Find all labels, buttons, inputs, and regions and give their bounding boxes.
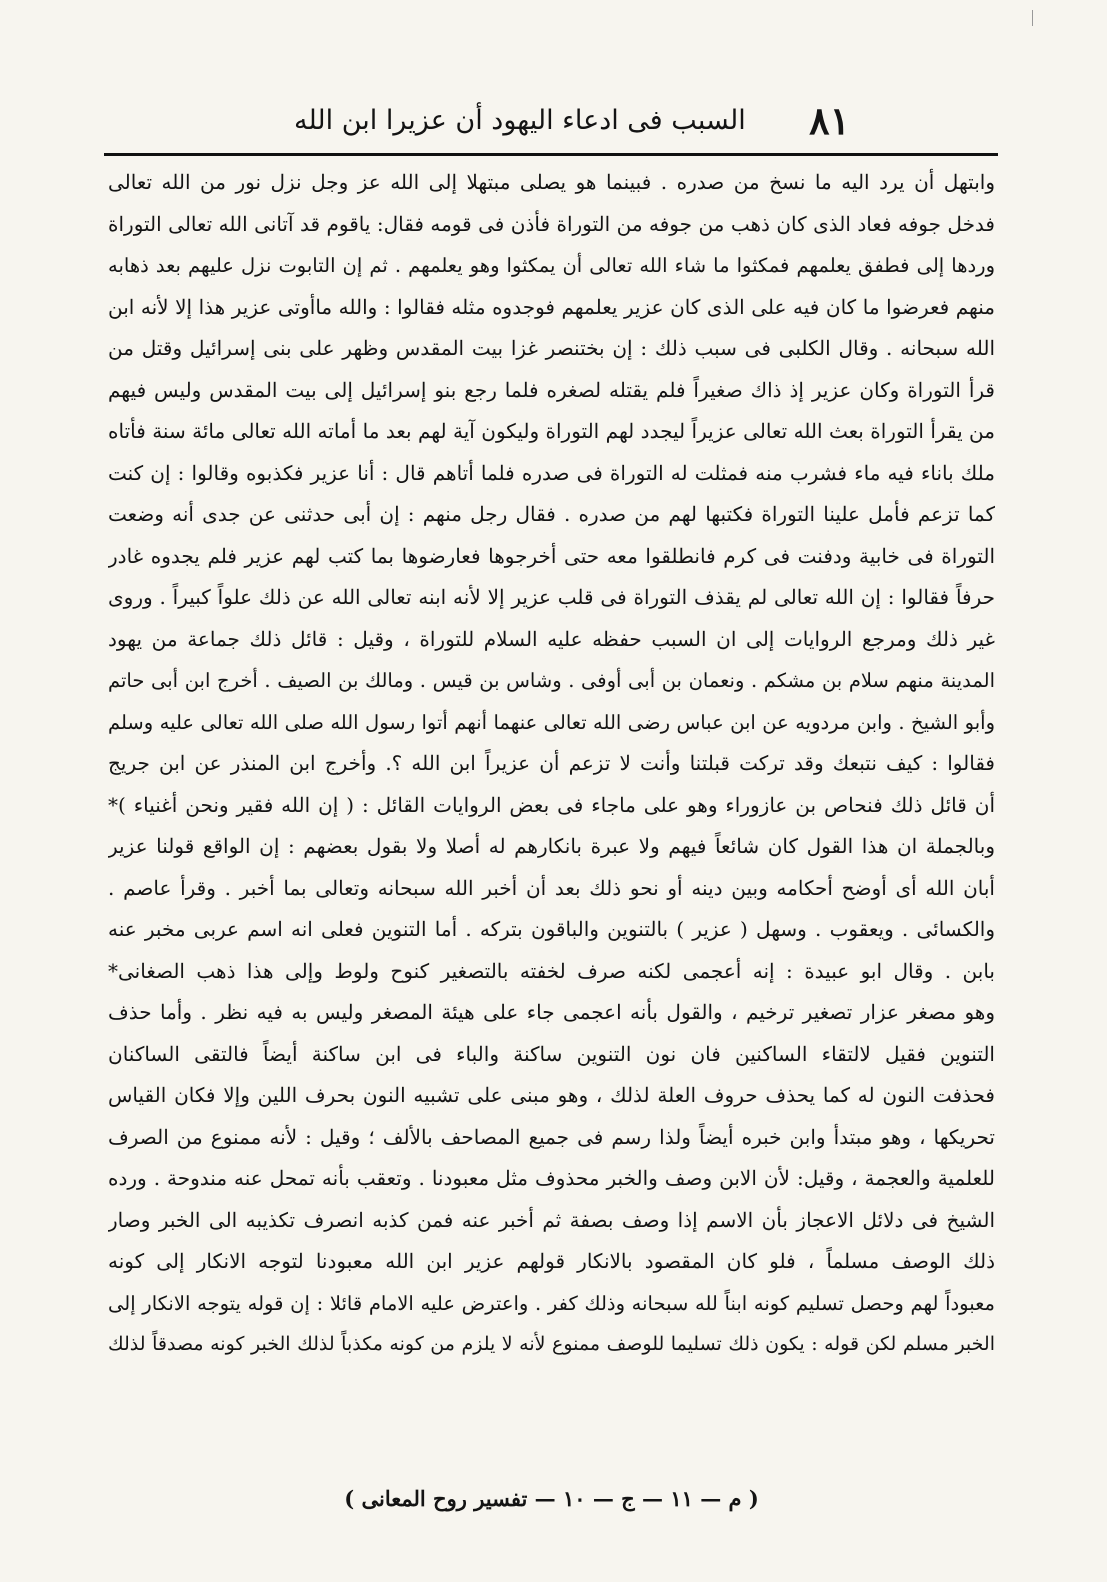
text-line: وابتهل أن يرد اليه ما نسخ من صدره . فبينما هو يصلى مبتهلا إلى الله عز وجل نزل نور من الله تعالى [108,170,995,194]
text-line: المدينة منهم سلام بن مشكم . ونعمان بن أبى أوفى . وشاس بن قيس . ومالك بن الصيف . أخرج ابن أبى حاتم [108,669,995,692]
page-footer: ( م — ١١ — ج — ١٠ — تفسير روح المعانى ) [344,1486,759,1511]
text-line: الله سبحانه . وقال الكلبى فى سبب ذلك : إن بختنصر غزا بيت المقدس وظهر على بنى إسرائيل وقتل من [108,336,995,360]
text-line: التنوين فقيل لالتقاء الساكنين فان نون التنوين ساكنة والباء فى ابن ساكنة أيضاً فالتقى الساكنان [108,1041,995,1066]
text-line: ذلك الوصف مسلماً ، فلو كان المقصود بالانكار قولهم عزير ابن الله معبودنا لتوجه الانكار إلى كونه [108,1249,995,1273]
running-title: السبب فى ادعاء اليهود أن عزيرا ابن الله [294,104,746,136]
page-header [108,92,998,148]
text-line: كما تزعم فأمل علينا التوراة فكتبها لهم من صدره . فقال رجل منهم : إن أبى حدثنى عن جدى أنه وضعت [108,502,995,526]
text-line: غير ذلك ومرجع الروايات إلى ان السبب حفظه عليه السلام للتوراة ، وقيل : قائل ذلك جماعة من يهود [108,626,995,651]
text-line: منهم فعرضوا ما كان فيه على الذى كان عزير يعلمهم فوجدوه مثله فقالوا : والله ماأوتى عزير هذا إلا لأنه ابن [108,294,995,319]
text-line: للعلمية والعجمة ، وقيل: لأن الابن وصف والخبر محذوف مثل معبودنا . وتعقب بأنه تمحل عنه مندوحة . ورده [108,1166,995,1190]
text-line: فدخل جوفه فعاد الذى كان ذهب من جوفه من التوراة فأذن فى قومه فقال: ياقوم قد آتانى الله تعالى التوراة [108,211,995,236]
text-line: فقالوا : كيف نتبعك وقد تركت قبلتنا وأنت لا تزعم أن عزيراً ابن الله ؟. وأخرج ابن المنذر عن ابن جريج [108,751,995,775]
page-number: ٨١ [809,97,850,143]
text-line: تحريكها ، وهو مبتدأ وابن خبره أيضاً ولذا رسم فى جميع المصاحف بالألف ؛ وقيل : لأنه ممنوع من الصرف [108,1124,995,1149]
text-line: ملك باناء فيه ماء فشرب منه فمثلت له التوراة فى صدره فلما أتاهم قال : أنا عزير فكذبوه وقالوا : إن كنت [108,460,995,485]
text-line: وهو مصغر عزار تصغير ترخيم ، والقول بأنه اعجمى جاء على هيئة المصغر وليس به فيه نظر . وأما حذف [108,1000,995,1024]
text-line: أبان الله أى أوضح أحكامه وبين دينه أو نحو ذلك بعد أن أخبر الله سبحانه وتعالى بما أخبر . وقرأ عاصم . [108,875,995,900]
text-line: أن قائل ذلك فنحاص بن عازوراء وهو على ماجاء فى بعض الروايات القائل : ( إن الله فقير ونحن أغنياء )* [108,792,995,817]
text-line: وبالجملة ان هذا القول كان شائعاً فيهم ولا عبرة بانكارهم له أصلا ولا بقول بعضهم : إن الواقع قولنا عزير [108,834,995,858]
text-line: قرأ التوراة وكان عزير إذ ذاك صغيراً فلم يقتله لصغره فلما رجع بنو إسرائيل إلى بيت المقدس وليس فيهم [108,377,995,402]
text-line: وردها إلى فطفق يعلمهم فمكثوا ما شاء الله تعالى أن يمكثوا وهو يعلمهم . ثم إن التابوت نزل عليهم بعد ذهابه [108,254,995,277]
text-line: الشيخ فى دلائل الاعجاز بأن الاسم إذا وصف بصفة ثم أخبر عنه فمن كذبه انصرف تكذيبه الى الخبر وصار [108,1207,995,1232]
text-line: الخبر مسلم لكن قوله : يكون ذلك تسليما للوصف ممنوع لأنه لا يلزم من كونه مكذباً لذلك الخبر كونه مصدقاً لذلك [108,1333,995,1355]
text-line: معبوداً لهم وحصل تسليم كونه ابناً لله سبحانه وذلك كفر . واعترض عليه الامام قائلا : إن قوله يتوجه الانكار إلى [108,1291,995,1315]
text-line: حرفاً فقالوا : إن الله تعالى لم يقذف التوراة فى قلب عزير إلا لأنه ابنه تعالى الله عن ذلك علواً كبيراً . وروى [108,585,995,609]
text-line: التوراة فى خابية ودفنت فى كرم فانطلقوا معه حتى أخرجوها فعارضوها بما كتب لهم عزير فلم يجدوه غادر [108,543,995,568]
scan-mark [1032,10,1033,26]
text-line: من يقرأ التوراة بعث الله تعالى عزيراً ليجدد لهم التوراة وليكون آية لهم بعد ما أماته الله تعالى مائة سنة فأتاه [108,419,995,443]
text-line: وأبو الشيخ . وابن مردويه عن ابن عباس رضى الله تعالى عنهما أنهم أتوا رسول الله صلى الله تعالى عليه وسلم [108,710,995,734]
header-rule [104,153,998,156]
text-line: والكسائى . ويعقوب . وسهل ( عزير ) بالتنوين والباقون بتركه . أما التنوين فعلى انه اسم عربى مخبر عنه [108,917,995,941]
text-line: بابن . وقال ابو عبيدة : إنه أعجمى لكنه صرف لخفته بالتصغير كنوح ولوط وإلى هذا ذهب الصغانى* [108,958,995,983]
body-text [108,162,995,1366]
text-line: فحذفت النون له كما يحذف حروف العلة لذلك ، وهو مبنى على تشبيه النون بحرف اللين وإلا فكان القياس [108,1083,995,1107]
